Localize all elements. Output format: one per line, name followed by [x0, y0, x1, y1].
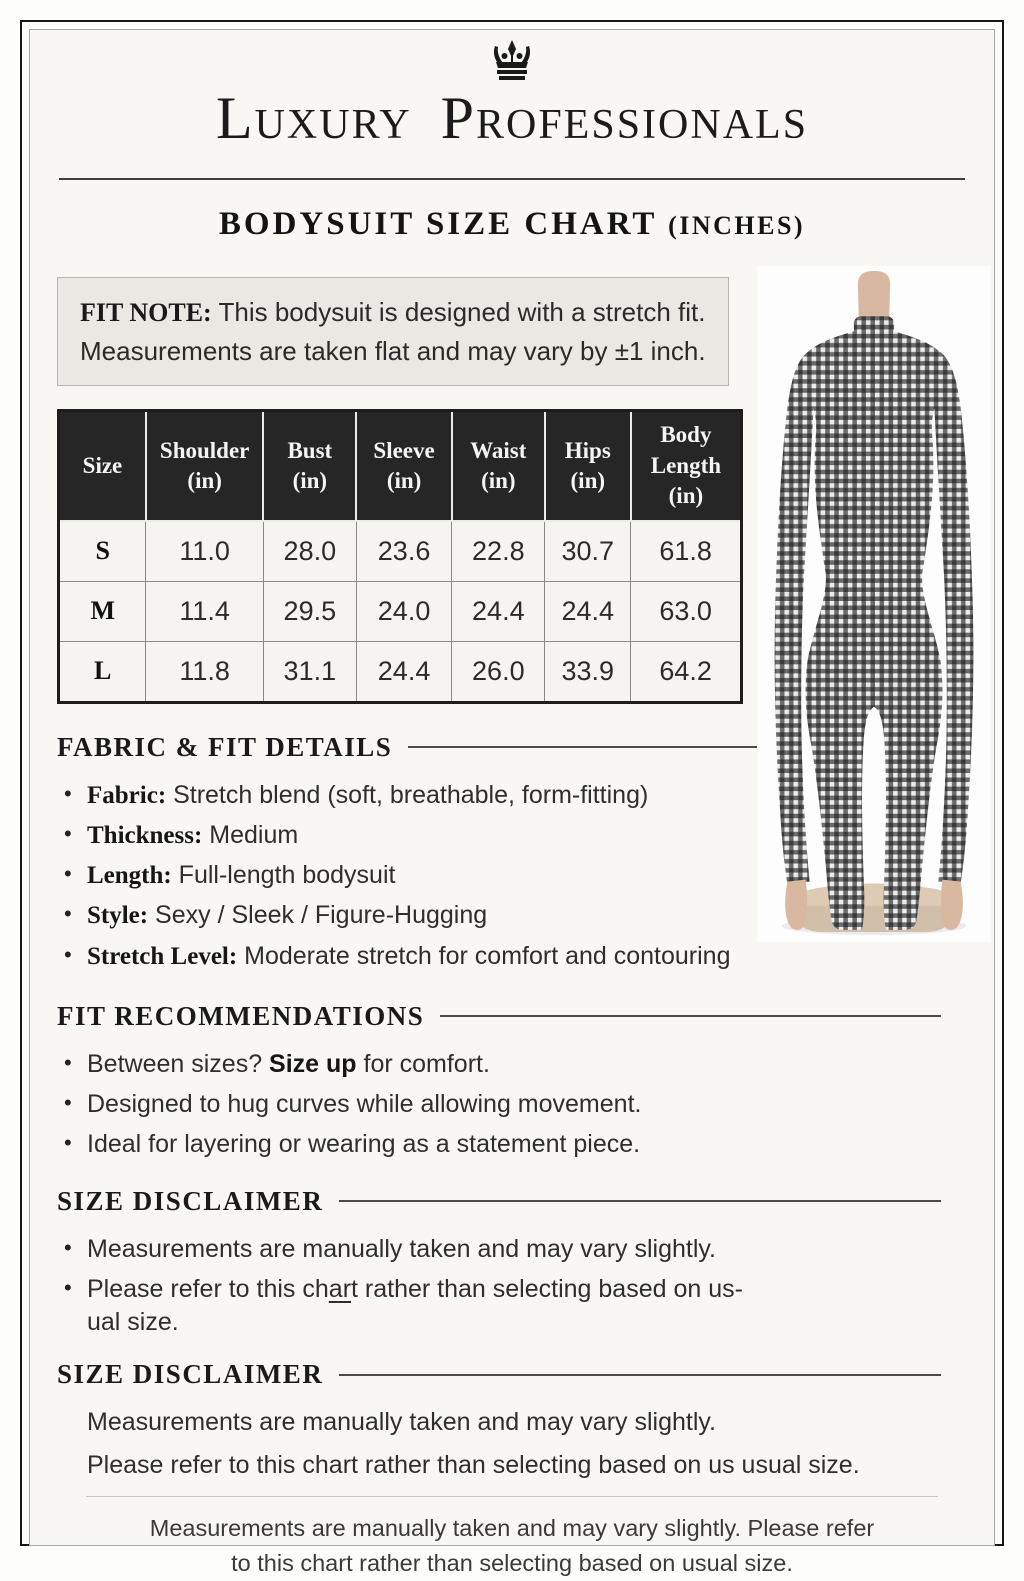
section-fit-recommendations [57, 1001, 941, 1162]
measurement-cell: 24.0 [356, 581, 452, 641]
list-item: • Ideal for layering or wearing as a statement piece. [57, 1128, 941, 1161]
list-item: Please refer to this chart rather than selecting based on us usual size. [87, 1450, 860, 1479]
section-rule [339, 1200, 941, 1202]
measurement-cell: 11.4 [146, 581, 263, 641]
footer-note [86, 1496, 938, 1581]
table-header-cell: Body Length (in) [631, 411, 742, 521]
table-row [59, 581, 742, 641]
size-table-head [59, 411, 742, 521]
table-row [59, 641, 742, 702]
footer-line2: to this chart rather than selecting based on usual size. [231, 1550, 793, 1577]
crown-icon [482, 39, 542, 83]
size-cell: S [59, 521, 146, 582]
section-rule [339, 1374, 941, 1376]
measurement-cell: 31.1 [263, 641, 356, 702]
measurement-cell: 11.8 [146, 641, 263, 702]
section-list [57, 1048, 941, 1162]
section-list [57, 1233, 941, 1340]
list-item: • Length: Full-length bodysuit [57, 859, 757, 892]
table-header-cell: Shoulder (in) [146, 411, 263, 521]
section-fabric-fit-details [57, 732, 757, 973]
section-list [57, 779, 757, 973]
fit-note-line1: This bodysuit is designed with a stretch fit. [218, 296, 706, 327]
list-item: • Stretch Level: Moderate stretch for comfort and contouring [57, 940, 757, 973]
mannequin-left-hand [785, 880, 807, 930]
table-header-cell: Size [59, 411, 146, 521]
fit-note-box [57, 277, 729, 387]
mannequin-right-hand [941, 880, 963, 930]
fit-note-label: FIT NOTE: [80, 297, 212, 327]
footer-line1: Measurements are manually taken and may vary slightly. Please refer [149, 1514, 875, 1541]
fit-note-line2: Measurements are taken flat and may vary by ±1 inch. [80, 336, 706, 367]
list-item: • Between sizes? Size up for comfort. [57, 1048, 941, 1081]
section-rule [440, 1015, 941, 1017]
page-title-suffix: (INCHES) [668, 211, 806, 240]
table-header-cell: Hips (in) [545, 411, 631, 521]
size-table [57, 409, 743, 703]
measurement-cell: 24.4 [452, 581, 545, 641]
measurement-cell: 29.5 [263, 581, 356, 641]
measurement-cell: 24.4 [545, 581, 631, 641]
mannequin-houndstooth-bodysuit-photo [755, 266, 993, 942]
section-title: FABRIC & FIT DETAILS [57, 731, 393, 762]
table-header-cell: Sleeve (in) [356, 411, 452, 521]
table-header-cell: Waist (in) [452, 411, 545, 521]
measurement-cell: 30.7 [545, 521, 631, 582]
list-item: • Style: Sexy / Sleek / Figure-Hugging [57, 899, 757, 932]
measurement-cell: 63.0 [631, 581, 742, 641]
section-title: SIZE DISCLAIMER [57, 1359, 324, 1390]
list-item: • Measurements are manually taken and may vary slightly. [57, 1233, 941, 1266]
measurement-cell: 64.2 [631, 641, 742, 702]
list-item: • Designed to hug curves while allowing movement. [57, 1088, 941, 1121]
header-divider [59, 178, 965, 180]
measurement-cell: 24.4 [356, 641, 452, 702]
table-row [59, 521, 742, 582]
list-item: • Please refer to this chart rather than selecting based on us- ual size. [57, 1273, 941, 1340]
section-rule [408, 746, 757, 748]
page-title-main: BODYSUIT SIZE CHART [218, 206, 657, 242]
section-size-disclaimer-1 [57, 1186, 941, 1340]
measurement-cell: 23.6 [356, 521, 452, 582]
measurement-cell: 26.0 [452, 641, 545, 702]
list-item: • Fabric: Stretch blend (soft, breathable, form-fitting) [57, 779, 757, 812]
size-cell: L [59, 641, 146, 702]
measurement-cell: 11.0 [146, 521, 263, 582]
measurement-cell: 22.8 [452, 521, 545, 582]
brand-name: Luxury Professionals [215, 85, 809, 151]
section-list [57, 1406, 941, 1482]
measurement-cell: 61.8 [631, 521, 742, 582]
section-title: SIZE DISCLAIMER [57, 1185, 324, 1216]
measurement-cell: 33.9 [545, 641, 631, 702]
list-item: Measurements are manually taken and may vary slightly. [87, 1408, 716, 1437]
list-item: • Thickness: Medium [57, 819, 757, 852]
size-cell: M [59, 581, 146, 641]
table-header-cell: Bust (in) [263, 411, 356, 521]
section-size-disclaimer-2 [57, 1359, 941, 1482]
page-title [57, 202, 967, 247]
size-table-body [59, 521, 742, 703]
section-title: FIT RECOMMENDATIONS [57, 1000, 425, 1031]
measurement-cell: 28.0 [263, 521, 356, 582]
